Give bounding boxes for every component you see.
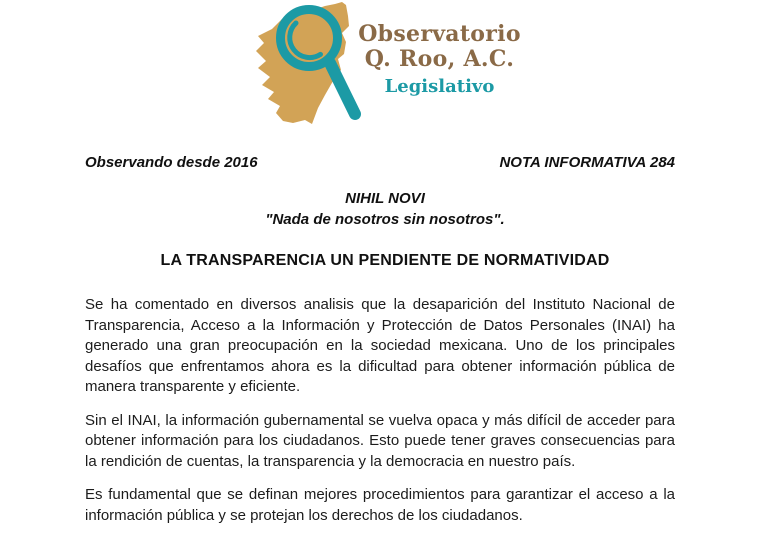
header-row (85, 154, 675, 171)
org-name-line3: Legislativo (384, 76, 495, 97)
document-body (85, 295, 675, 526)
motto-line1: NIHIL NOVI (345, 190, 425, 207)
note-number-label: NOTA INFORMATIVA 284 (499, 154, 675, 171)
motto (0, 188, 770, 230)
org-name-line1: Observatorio (358, 21, 521, 47)
logo (0, 0, 770, 127)
paragraph-3: Es fundamental que se definan mejores procedimientos para garantizar el acceso a la información pública y se protejan los derechos de los ciudadanos. (85, 486, 675, 524)
motto-line2: "Nada de nosotros sin nosotros". (265, 211, 505, 228)
paragraph-2: Sin el INAI, la información gubernamental se vuelva opaca y más difícil de acceder para obtener información para los ciudadanos. Esto puede tener graves consecuencias para la rendición de cuentas, la transparencia y la democracia en nuestro país. (85, 411, 675, 470)
observing-since-label: Observando desde 2016 (85, 154, 258, 171)
magnifier-handle-icon (330, 63, 355, 114)
logo-text (358, 2, 521, 98)
paragraph-1: Se ha comentado en diversos analisis que la desaparición del Instituto Nacional de Transparencia, Acceso a la Información y Protección de Datos Personales (INAI) ha generado una gran preocupación en la sociedad mexicana. Uno de los principales desafíos que enfrentamos ahora es la dificultad para obtener información pública de manera transparente y eficiente. (85, 296, 675, 395)
org-name-line2: Q. Roo, A.C. (364, 46, 515, 72)
document-title: LA TRANSPARENCIA UN PENDIENTE DE NORMATIVIDAD (160, 252, 610, 269)
